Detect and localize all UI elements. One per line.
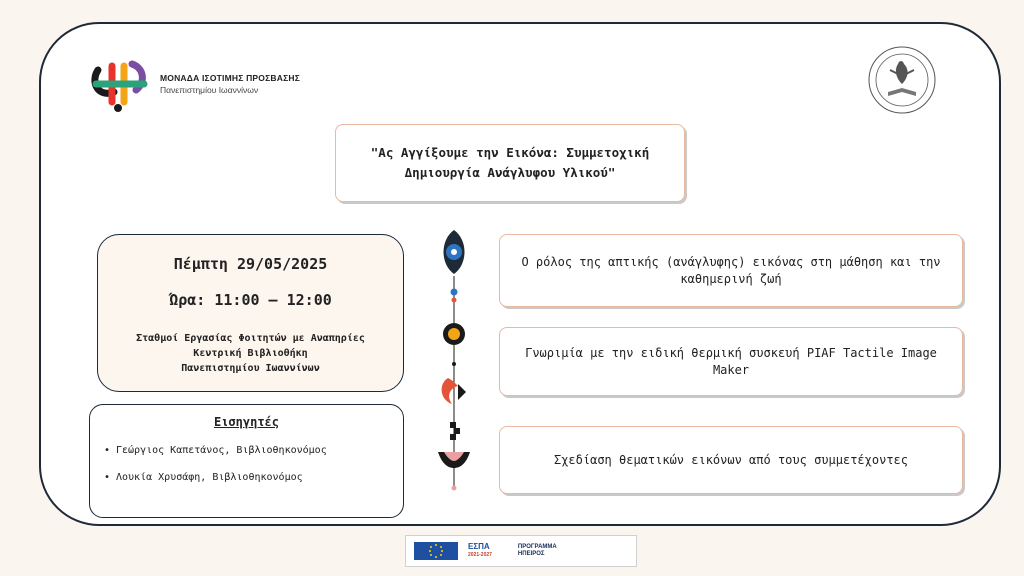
speaker-item: • Λουκία Χρυσάφη, Βιβλιοθηκονόμος: [104, 472, 403, 483]
espa-label: ΕΣΠΑ: [468, 542, 490, 551]
topic-box-3: [499, 426, 963, 494]
logo-subtitle: Πανεπιστημίου Ιωαννίνων: [160, 85, 259, 95]
location-line: Σταθμοί Εργασίας Φοιτητών με Αναπηρίες: [136, 333, 365, 344]
event-date: Πέμπτη 29/05/2025: [173, 255, 328, 273]
logo-text: [160, 73, 300, 95]
eu-flag-icon: [414, 542, 458, 560]
library-seal-icon: [858, 44, 946, 116]
speakers-heading: Εισηγητές: [213, 415, 280, 429]
event-details-box: [97, 234, 404, 392]
speaker-item: • Γεώργιος Καπετάνος, Βιβλιοθηκονόμος: [104, 445, 403, 456]
location-line: Πανεπιστημίου Ιωαννίνων: [181, 363, 320, 374]
topic-text: Γνωριμία με την ειδική θερμική συσκευή PIAF Tactile Image Maker: [525, 345, 937, 377]
funding-logos-bar: [405, 535, 637, 567]
event-title: "Ας Αγγίξουμε την Εικόνα: Συμμετοχική Δημιουργία Ανάγλυφου Υλικού": [370, 145, 650, 180]
event-location: [98, 331, 403, 376]
program-line: ΠΡΟΓΡΑΜΜΑ: [517, 544, 557, 550]
event-time: Ώρα: 11:00 – 12:00: [169, 291, 332, 309]
espa-years: 2021-2027: [468, 552, 492, 558]
topic-box-1: [499, 234, 963, 307]
program-logo: [518, 544, 557, 558]
topic-text: Ο ρόλος της απτικής (ανάγλυφης) εικόνας στη μάθηση και την καθημερινή ζωή: [521, 254, 941, 286]
espa-logo: [468, 543, 492, 559]
decorative-column-icon: [430, 226, 480, 496]
program-line: ΗΠΕΙΡΟΣ: [517, 551, 545, 557]
accessibility-unit-logo: [88, 52, 152, 116]
speakers-box: [89, 404, 404, 518]
location-line: Κεντρική Βιβλιοθήκη: [193, 348, 308, 359]
event-title-box: [335, 124, 685, 202]
logo-title: ΜΟΝΑΔΑ ΙΣΟΤΙΜΗΣ ΠΡΟΣΒΑΣΗΣ: [160, 73, 301, 83]
topic-box-2: [499, 327, 963, 396]
topic-text: Σχεδίαση θεματικών εικόνων από τους συμμετέχοντες: [553, 452, 908, 467]
